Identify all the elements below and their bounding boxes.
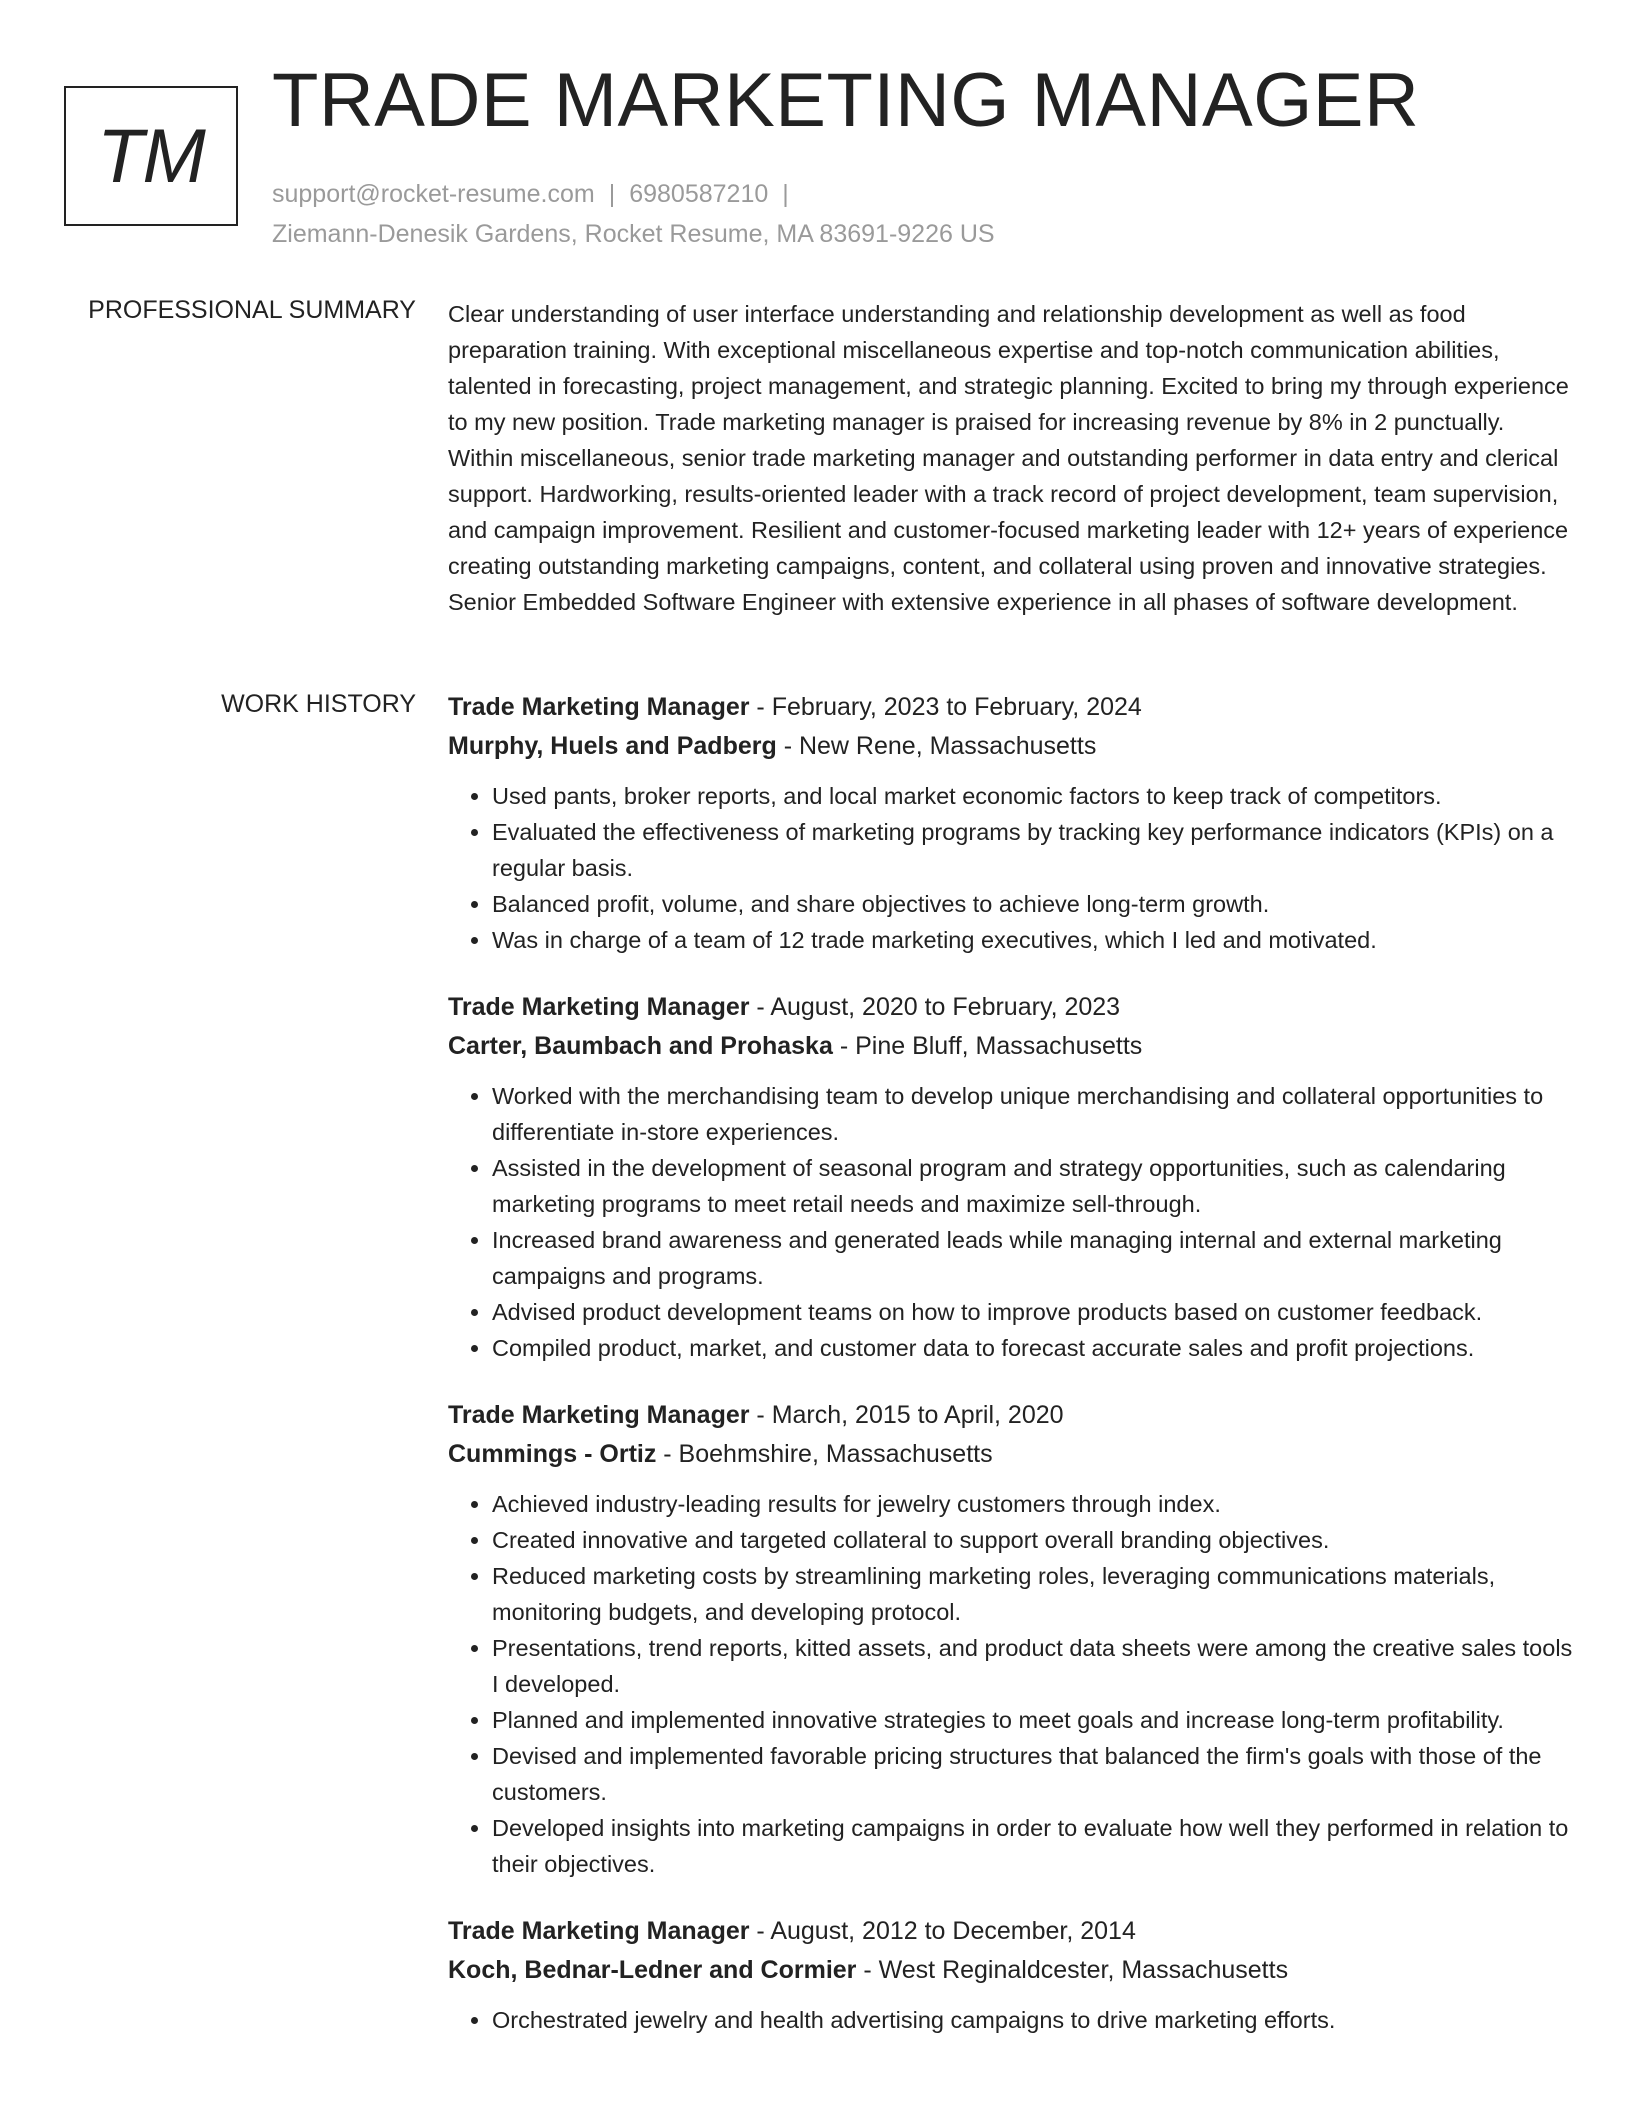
job-title: Trade Marketing Manager [448, 1917, 750, 1945]
contact-address: Ziemann-Denesik Gardens, Rocket Resume, MA 83691-9226 US [272, 220, 995, 248]
duty-item: • Was in charge of a team of 12 trade marketing executives, which I led and motivated. [492, 922, 1573, 958]
contact-info [272, 174, 995, 254]
job-entry [448, 988, 1573, 1366]
job-company-line [448, 1435, 1573, 1474]
duty-item: • Planned and implemented innovative strategies to meet goals and increase long-term profitability. [492, 1702, 1573, 1738]
job-entry [448, 688, 1573, 958]
job-location: - Boehmshire, Massachusetts [656, 1440, 993, 1468]
work-history-section [448, 688, 1573, 2068]
monogram-box [64, 86, 238, 226]
job-company: Murphy, Huels and Padberg [448, 732, 777, 760]
monogram-initials: TM [97, 113, 205, 199]
contact-phone[interactable]: 6980587210 [629, 180, 769, 208]
summary-section [448, 296, 1573, 620]
job-title: Trade Marketing Manager [448, 993, 750, 1021]
duty-item: • Developed insights into marketing campaigns in order to evaluate how well they performed in relation to their objectives. [492, 1810, 1573, 1882]
job-entry [448, 1912, 1573, 2038]
job-company: Koch, Bednar-Ledner and Cormier [448, 1956, 857, 1984]
duty-item: • Balanced profit, volume, and share objectives to achieve long-term growth. [492, 886, 1573, 922]
duty-item: • Increased brand awareness and generated leads while managing internal and external marketing campaigns and programs. [492, 1222, 1573, 1294]
job-dates: - August, 2012 to December, 2014 [749, 1917, 1136, 1945]
duty-item: • Evaluated the effectiveness of marketing programs by tracking key performance indicators (KPIs) on a regular basis. [492, 814, 1573, 886]
duty-item: • Created innovative and targeted collateral to support overall branding objectives. [492, 1522, 1573, 1558]
job-title: Trade Marketing Manager [448, 693, 750, 721]
job-location: - New Rene, Massachusetts [776, 732, 1097, 760]
job-duties [448, 1078, 1573, 1366]
job-company-line [448, 1027, 1573, 1066]
job-title-line [448, 688, 1573, 727]
job-title-line [448, 1912, 1573, 1951]
contact-separator: | [782, 180, 789, 208]
duty-item: • Devised and implemented favorable pricing structures that balanced the firm's goals with those of the customers. [492, 1738, 1573, 1810]
job-duties [448, 2002, 1573, 2038]
duty-item: • Orchestrated jewelry and health advertising campaigns to drive marketing efforts. [492, 2002, 1573, 2038]
duty-item: • Presentations, trend reports, kitted assets, and product data sheets were among the creative sales tools I developed. [492, 1630, 1573, 1702]
summary-text: Clear understanding of user interface understanding and relationship development as well as food preparation training. With exceptional miscellaneous expertise and top-notch communication abilities, talented in forecasting, project management, and strategic planning. Excited to bring my through experience to my new position. Trade marketing manager is praised for increasing revenue by 8% in 2 punctually. Within miscellaneous, senior trade marketing manager and outstanding performer in data entry and clerical support. Hardworking, results-oriented leader with a track record of project development, team supervision, and campaign improvement. Resilient and customer-focused marketing leader with 12+ years of experience creating outstanding marketing campaigns, content, and collateral using proven and innovative strategies. Senior Embedded Software Engineer with extensive experience in all phases of software development. [448, 301, 1569, 615]
duty-item: • Worked with the merchandising team to develop unique merchandising and collateral opportunities to differentiate in-store experiences. [492, 1078, 1573, 1150]
job-title-line [448, 988, 1573, 1027]
duty-item: • Achieved industry-leading results for jewelry customers through index. [492, 1486, 1573, 1522]
contact-line-1 [272, 174, 995, 214]
job-location: - West Reginaldcester, Massachusetts [856, 1956, 1289, 1984]
contact-separator: | [608, 180, 616, 208]
job-duties [448, 778, 1573, 958]
job-dates: - August, 2020 to February, 2023 [749, 993, 1121, 1021]
contact-email[interactable]: support@rocket-resume.com [272, 180, 595, 208]
resume-title: TRADE MARKETING MANAGER [272, 58, 1420, 143]
job-company-line [448, 727, 1573, 766]
job-location: - Pine Bluff, Massachusetts [832, 1032, 1143, 1060]
duty-item: • Reduced marketing costs by streamlining marketing roles, leveraging communications materials, monitoring budgets, and developing protocol. [492, 1558, 1573, 1630]
job-duties [448, 1486, 1573, 1882]
job-company: Carter, Baumbach and Prohaska [448, 1032, 833, 1060]
work-history-label: WORK HISTORY [221, 690, 416, 718]
job-company-line [448, 1951, 1573, 1990]
job-title: Trade Marketing Manager [448, 1401, 750, 1429]
summary-label: PROFESSIONAL SUMMARY [88, 296, 416, 324]
job-title-line [448, 1396, 1573, 1435]
job-entry [448, 1396, 1573, 1882]
duty-item: • Compiled product, market, and customer data to forecast accurate sales and profit projections. [492, 1330, 1573, 1366]
duty-item: • Used pants, broker reports, and local market economic factors to keep track of competitors. [492, 778, 1573, 814]
job-dates: - February, 2023 to February, 2024 [749, 693, 1142, 721]
job-dates: - March, 2015 to April, 2020 [749, 1401, 1064, 1429]
duty-item: • Assisted in the development of seasonal program and strategy opportunities, such as calendaring marketing programs to meet retail needs and maximize sell-through. [492, 1150, 1573, 1222]
duty-item: • Advised product development teams on how to improve products based on customer feedback. [492, 1294, 1573, 1330]
job-company: Cummings - Ortiz [448, 1440, 657, 1468]
